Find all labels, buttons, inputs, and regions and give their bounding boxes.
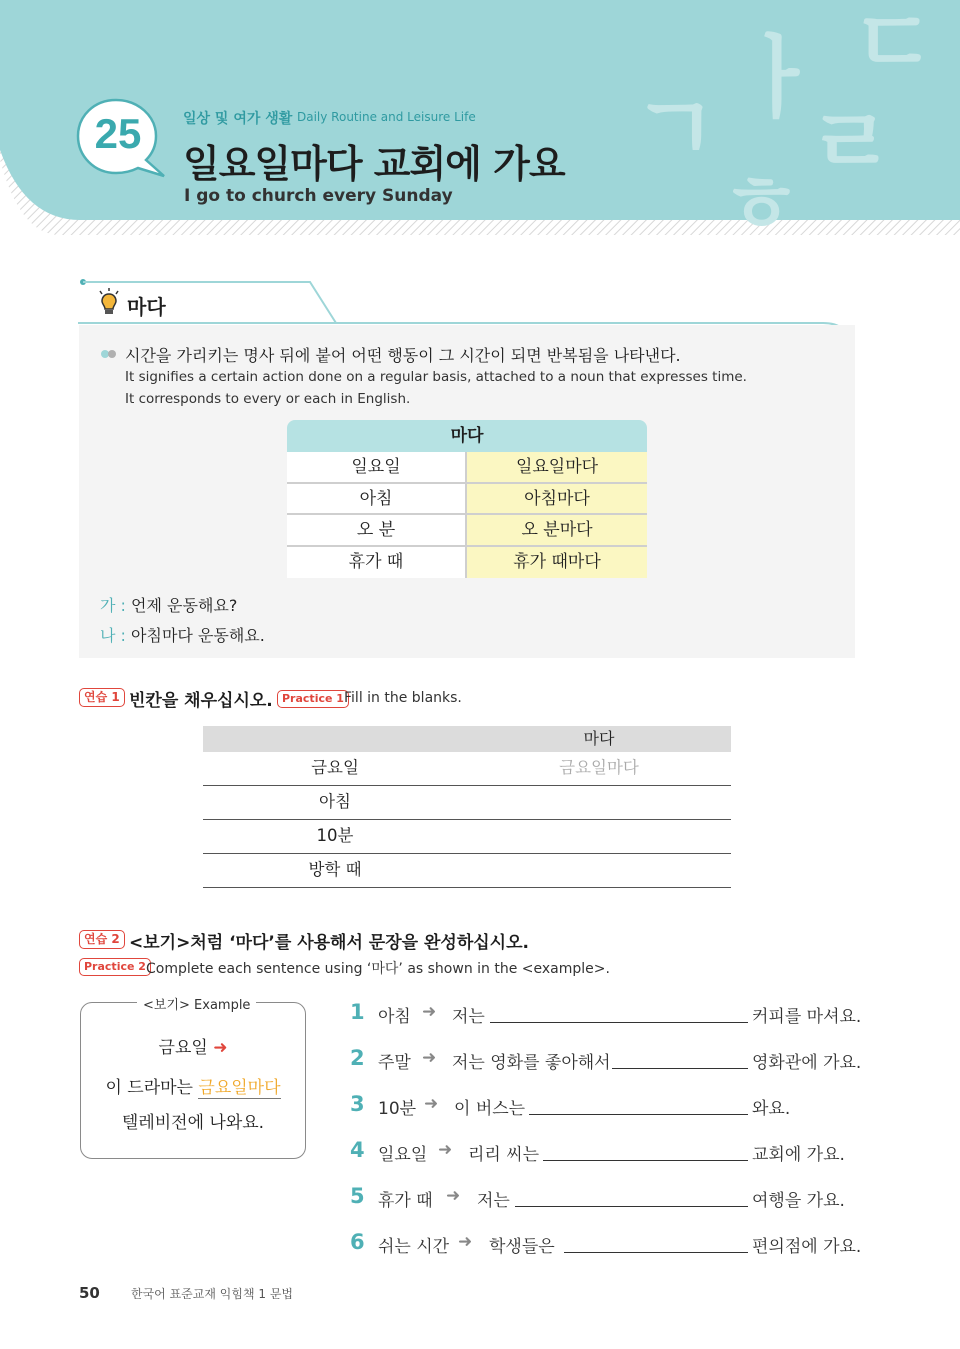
- table-header-cell: [203, 726, 467, 752]
- decor-letter: ㄱ: [632, 76, 719, 181]
- lesson-title-korean: 일요일마다 교회에 가요: [183, 142, 565, 186]
- example-sentence-end: 텔레비전에 나와요.: [121, 1113, 265, 1133]
- answer-blank[interactable]: [467, 854, 731, 887]
- practice-1-badge-english: Practice 1: [277, 690, 349, 708]
- practice-1-title-korean: 빈칸을 채우십시오.: [129, 691, 273, 711]
- example-prefix: 이 드라마는: [105, 1078, 199, 1098]
- exercise-item: [350, 1092, 870, 1122]
- exercise-subject: 이 버스는: [454, 1099, 526, 1119]
- answer-blank[interactable]: [467, 820, 731, 853]
- page-number: 50: [79, 1284, 100, 1302]
- exercise-number: 6: [350, 1230, 365, 1254]
- exercise-subject: 저는: [452, 1007, 485, 1027]
- lesson-title-english: I go to church every Sunday: [184, 186, 453, 206]
- practice-2-badge-korean: 연습 2: [79, 930, 125, 949]
- example-sentence-line: [80, 1073, 306, 1098]
- grammar-description-english: It corresponds to every or each in English.: [125, 391, 411, 407]
- exercise-item: [350, 1184, 870, 1214]
- table-row: [203, 786, 731, 820]
- table-cell-base: 휴가 때: [287, 547, 467, 579]
- exercise-subject: 리리 씨는: [468, 1145, 540, 1165]
- exercise-subject: 저는: [477, 1191, 510, 1211]
- answer-blank[interactable]: [515, 1206, 748, 1207]
- answer-blank[interactable]: [564, 1252, 748, 1253]
- grammar-description-english: It signifies a certain action done on a regular basis, attached to a noun that expresses time.: [125, 369, 747, 385]
- exercise-ending: 와요.: [752, 1099, 791, 1119]
- dialog-line: 나 : 아침마다 운동해요.: [100, 626, 265, 645]
- practice-1-table: [203, 726, 731, 888]
- table-cell-result: 오 분마다: [467, 515, 647, 545]
- arrow-right-icon: ➜: [446, 1186, 461, 1206]
- dialog-line: 가 : 언제 운동해요?: [100, 596, 238, 615]
- decor-letter: ㄹ: [808, 91, 895, 196]
- example-label: <보기> Example: [137, 994, 256, 1013]
- example-answer: 금요일마다: [198, 1078, 281, 1098]
- exercise-number: 2: [350, 1046, 365, 1070]
- table-cell-base: 금요일: [311, 758, 359, 777]
- example-word-line: [80, 1033, 306, 1058]
- table-cell-base: 아침: [319, 792, 351, 811]
- lesson-header: [0, 0, 960, 251]
- table-cell-base: 10분: [316, 826, 354, 845]
- exercise-item: [350, 1138, 870, 1168]
- practice-1-badge-korean: 연습 1: [79, 688, 125, 707]
- arrow-right-icon: ➜: [213, 1038, 228, 1058]
- exercise-number: 1: [350, 1000, 365, 1024]
- practice-2-badge-english: Practice 2: [79, 958, 151, 976]
- answer-blank[interactable]: [490, 1022, 748, 1023]
- exercise-item: [350, 1000, 870, 1030]
- dialog-speaker: 나: [100, 626, 116, 645]
- exercise-ending: 영화관에 가요.: [752, 1053, 862, 1073]
- exercise-number: 3: [350, 1092, 365, 1116]
- table-row: [287, 484, 647, 516]
- table-row: [203, 752, 731, 786]
- table-row: [203, 820, 731, 854]
- table-header: 마다: [287, 420, 647, 452]
- grammar-conjugation-table: [287, 420, 647, 578]
- table-cell-result: 아침마다: [467, 484, 647, 514]
- arrow-right-icon: ➜: [458, 1232, 473, 1252]
- table-cell-base: 방학 때: [308, 860, 362, 879]
- answer-blank[interactable]: [529, 1114, 748, 1115]
- table-cell-result: 일요일마다: [467, 452, 647, 482]
- exercise-ending: 여행을 가요.: [752, 1191, 845, 1211]
- category-korean: 일상 및 여가 생활: [183, 111, 293, 127]
- exercise-ending: 커피를 마셔요.: [752, 1007, 862, 1027]
- exercise-subject: 저는 영화를 좋아해서: [452, 1053, 611, 1073]
- exercise-item: [350, 1046, 870, 1076]
- decor-letter: ㅎ: [722, 158, 800, 251]
- table-header-cell: 마다: [583, 729, 615, 748]
- grammar-point-title: 마다: [127, 295, 166, 319]
- table-cell-example-answer: 금요일마다: [559, 758, 639, 777]
- book-title: 한국어 표준교재 익힘책 1 문법: [131, 1287, 293, 1301]
- exercise-ending: 편의점에 가요.: [752, 1237, 862, 1257]
- lightbulb-icon: [98, 288, 120, 316]
- answer-blank[interactable]: [467, 786, 731, 819]
- example-word: 금요일: [158, 1038, 208, 1058]
- arrow-right-icon: ➜: [438, 1140, 453, 1160]
- exercise-word: 휴가 때: [378, 1191, 433, 1211]
- exercise-subject: 학생들은: [489, 1237, 555, 1257]
- answer-blank[interactable]: [543, 1160, 748, 1161]
- exercise-word: 일요일: [378, 1145, 428, 1165]
- exercise-number: 5: [350, 1184, 365, 1208]
- practice-2-title-english: Complete each sentence using ‘마다’ as shown in the <example>.: [146, 961, 610, 977]
- bullet-icon: [100, 349, 120, 359]
- exercise-ending: 교회에 가요.: [752, 1145, 845, 1165]
- table-row: [287, 547, 647, 579]
- table-row: [287, 515, 647, 547]
- exercise-word: 쉬는 시간: [378, 1237, 450, 1257]
- exercise-word: 10분: [378, 1099, 417, 1119]
- dialog-text: 언제 운동해요?: [131, 596, 238, 615]
- arrow-right-icon: ➜: [424, 1094, 439, 1114]
- arrow-right-icon: ➜: [422, 1002, 437, 1022]
- table-row: [287, 452, 647, 484]
- table-cell-base: 일요일: [287, 452, 467, 482]
- grammar-description-korean: 시간을 가리키는 명사 뒤에 붙어 어떤 행동이 그 시간이 되면 반복됨을 나타낸다.: [125, 346, 681, 365]
- table-cell-base: 아침: [287, 484, 467, 514]
- exercise-word: 주말: [378, 1053, 411, 1073]
- table-cell-base: 오 분: [287, 515, 467, 545]
- table-header: [203, 726, 731, 752]
- decor-letter: ㄷ: [850, 0, 937, 96]
- practice-2-title-korean: <보기>처럼 ‘마다’를 사용해서 문장을 완성하십시오.: [129, 933, 529, 953]
- exercise-item: [350, 1230, 870, 1260]
- table-row: [203, 854, 731, 888]
- dialog-speaker: 가: [100, 596, 116, 615]
- practice-1-title-english: Fill in the blanks.: [344, 690, 462, 706]
- lesson-number: 25: [94, 110, 142, 157]
- category-english: Daily Routine and Leisure Life: [297, 110, 476, 124]
- arrow-right-icon: ➜: [422, 1048, 437, 1068]
- exercise-word: 아침: [378, 1007, 411, 1027]
- answer-blank[interactable]: [612, 1068, 748, 1069]
- table-cell-result: 휴가 때마다: [467, 547, 647, 579]
- dialog-text: 아침마다 운동해요.: [131, 626, 265, 645]
- decor-letter: ㅏ: [735, 26, 822, 131]
- exercise-number: 4: [350, 1138, 365, 1162]
